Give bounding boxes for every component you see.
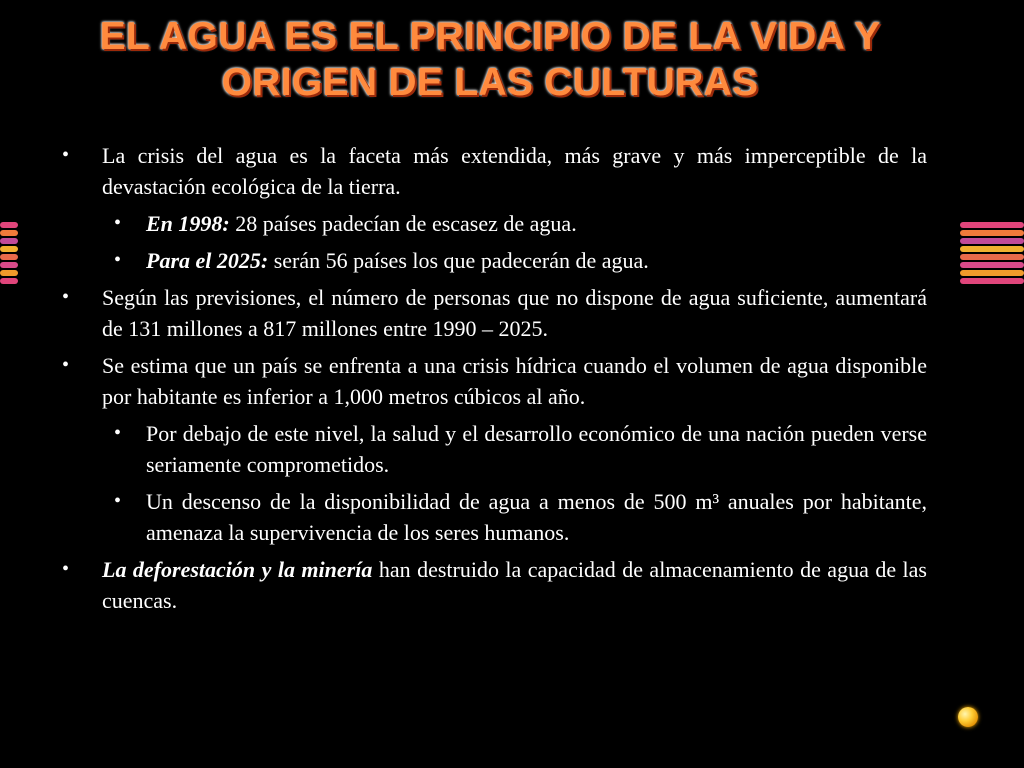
right-stripes-decoration (960, 222, 1024, 286)
sub-bullet-item (60, 486, 927, 548)
title-line-2: ORIGEN DE LAS CULTURAS (221, 61, 759, 104)
bullet-emphasis: En 1998: (146, 211, 230, 236)
bullet-text: han destruido la capacidad de almacenamiento de agua de las cuencas. (102, 557, 927, 613)
bullet-text: Según las previsiones, el número de personas que no dispone de agua suficiente, aumentará de 131 millones a 817 millones entre 1990 – 2025. (102, 285, 927, 341)
bullet-icon: • (62, 144, 70, 166)
title-line-1: EL AGUA ES EL PRINCIPIO DE LA VIDA Y (99, 15, 881, 58)
stripe (0, 270, 18, 276)
stripe (0, 246, 18, 252)
bullet-text: serán 56 países los que padecerán de agua. (268, 248, 649, 273)
stripe (0, 230, 18, 236)
bullet-list (60, 140, 927, 622)
stripe (960, 222, 1024, 228)
slide-title (40, 14, 940, 106)
stripe (960, 230, 1024, 236)
bullet-icon: • (114, 212, 122, 234)
bullet-item (60, 140, 927, 202)
bullet-item (60, 554, 927, 616)
stripe (960, 246, 1024, 252)
left-stripes-decoration (0, 222, 18, 286)
stripe (960, 262, 1024, 268)
bullet-icon: • (114, 422, 122, 444)
orb-icon (958, 707, 978, 727)
stripe (960, 278, 1024, 284)
bullet-item (60, 282, 927, 344)
bullet-text: Se estima que un país se enfrenta a una crisis hídrica cuando el volumen de agua disponible por habitante es inferior a 1,000 metros cúbicos al año. (102, 353, 927, 409)
sub-bullet-item (60, 245, 927, 276)
stripe (0, 238, 18, 244)
bullet-item (60, 350, 927, 412)
sub-bullet-item (60, 418, 927, 480)
stripe (0, 278, 18, 284)
stripe (960, 254, 1024, 260)
bullet-emphasis: Para el 2025: (146, 248, 269, 273)
bullet-icon: • (62, 354, 70, 376)
bullet-text: 28 países padecían de escasez de agua. (229, 211, 577, 236)
stripe (0, 222, 18, 228)
stripe (960, 270, 1024, 276)
bullet-text: Por debajo de este nivel, la salud y el desarrollo económico de una nación pueden verse seriamente comprometidos. (146, 421, 927, 477)
sub-bullet-item (60, 208, 927, 239)
bullet-icon: • (62, 286, 70, 308)
bullet-emphasis: La deforestación y la minería (102, 557, 373, 582)
bullet-icon: • (114, 249, 122, 271)
bullet-text: La crisis del agua es la faceta más extendida, más grave y más imperceptible de la devastación ecológica de la tierra. (102, 143, 927, 199)
bullet-icon: • (114, 490, 122, 512)
bullet-text: Un descenso de la disponibilidad de agua a menos de 500 m³ anuales por habitante, amenaza la supervivencia de los seres humanos. (146, 489, 927, 545)
stripe (0, 262, 18, 268)
stripe (960, 238, 1024, 244)
stripe (0, 254, 18, 260)
bullet-icon: • (62, 558, 70, 580)
